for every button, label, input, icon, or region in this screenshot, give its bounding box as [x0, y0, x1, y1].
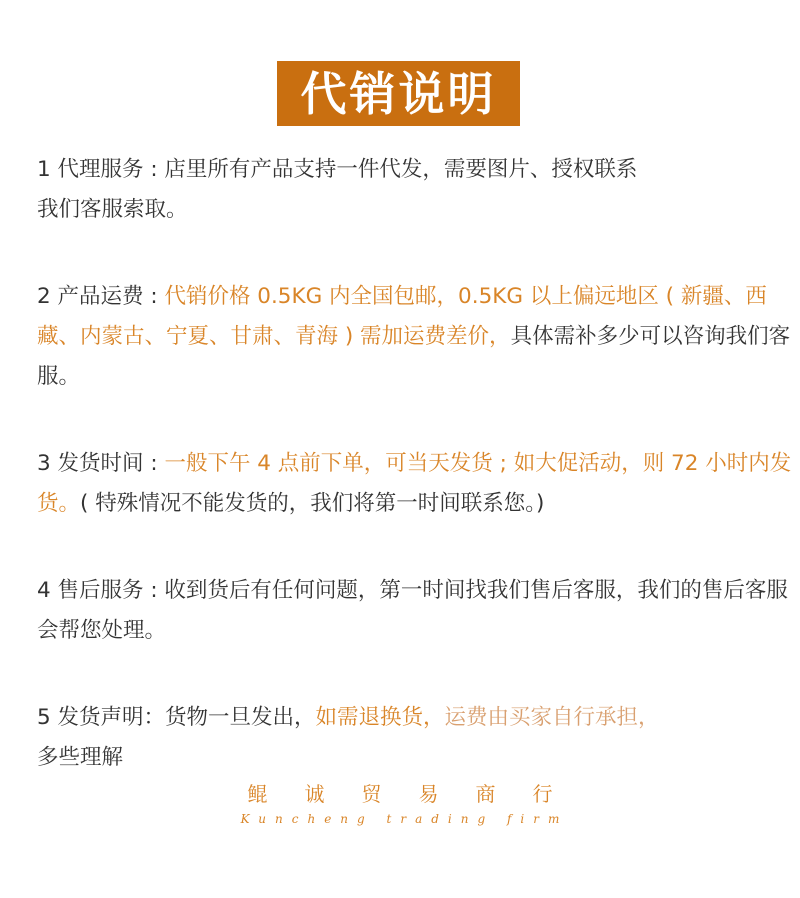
company-name-en: Kuncheng trading firm [240, 812, 569, 826]
section-delivery-time [37, 444, 797, 524]
section-5-label: 5 发货声明：货物一旦发出， [37, 705, 316, 730]
section-4-text: 4 售后服务 : 收到货后有任何问题，第一时间找我们售后客服，我们的售后客服会帮您处理。 [37, 578, 788, 643]
section-1-tail: 我们客服索取。 [37, 197, 188, 222]
company-name-cn: 鲲诚贸易商行 [247, 782, 590, 806]
instructions [37, 150, 797, 778]
section-2-tail: 具体需补多少可以咨询我们客服。 [37, 324, 791, 389]
section-3-tail: ( 特殊情况不能发货的，我们将第一时间联系您。) [80, 491, 545, 516]
section-2-label: 2 产品运费 : [37, 284, 165, 309]
section-shipping-statement [37, 698, 797, 778]
title-banner [277, 61, 520, 126]
page-title: 代销说明 [300, 66, 497, 121]
section-3-label: 3 发货时间 : [37, 451, 165, 476]
section-3-highlight: 一般下午 4 点前下单，可当天发货 ; 如大促活动，则 72 小时内发货。 [37, 451, 792, 516]
section-shipping-fee [37, 277, 797, 397]
section-5-highlight-2: 运费由买家自行承担， [444, 705, 660, 730]
section-2-highlight: 代销价格 0.5KG 内全国包邮，0.5KG 以上偏远地区 ( 新疆、西藏、内蒙古、宁夏、甘肃、青海 ) 需加运费差价， [37, 284, 767, 349]
section-5-highlight: 如需退换货， [315, 705, 445, 730]
section-agency-service [37, 150, 797, 230]
section-1-text: 1 代理服务 : 店里所有产品支持一件代发，需要图片、授权联系 [37, 157, 638, 182]
section-5-tail: 多些理解 [37, 745, 124, 770]
section-after-sales [37, 571, 797, 651]
